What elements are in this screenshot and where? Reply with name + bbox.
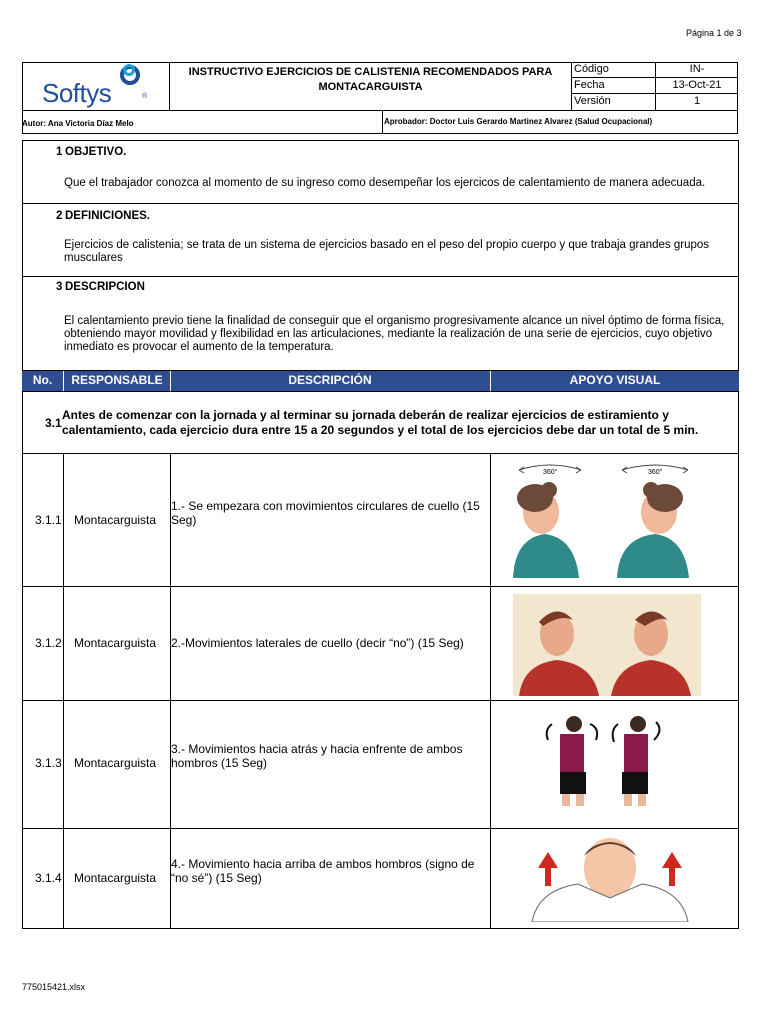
logo-text: Softys [42,78,112,108]
section-1-number: 1 [56,146,63,158]
section-2-text: Ejercicios de calistenia; se trata de un sistema de ejercicios basado en el peso del propio cuerpo y que trabaja grandes grupos musculares [64,239,710,264]
row-2-number: 3.1.2 [35,636,62,650]
shoulder-rolls-illustration [540,710,680,810]
row-4-descripcion: 4.- Movimiento hacia arriba de ambos hombros (signo de “no sé”) (15 Seg) [171,857,475,885]
fecha-label: Fecha [574,79,605,91]
meta-fecha [572,78,738,94]
section-1-title: OBJETIVO. [65,146,127,158]
shoulder-shrug-illustration [518,834,702,922]
codigo-label: Código [574,63,609,75]
row-3-descripcion: 3.- Movimientos hacia atrás y hacia enfrente de ambos hombros (15 Seg) [171,742,463,770]
section-3-text: El calentamiento previo tiene la finalidad de conseguir que el organismo progresivamente alcance un nivel óptimo de forma física, obteniendo mayor movilidad y flexibilidad en las articulaciones, mediante la realización de una serie de ejercicios, cuyo objetivo inmediato es provocar el aumento de la temperatura. [64,315,725,353]
row-1-responsable: Montacarguista [74,513,157,527]
meta-version [572,94,738,110]
rotation-label-2: 360° [648,469,663,476]
table-header [22,370,739,391]
col-apoyo: APOYO VISUAL [569,373,661,387]
codigo-value: IN- [655,62,738,77]
version-label: Versión [574,95,611,107]
neck-circles-illustration [505,460,715,582]
footer-filename: 775015421.xlsx [22,982,86,992]
neck-lateral-illustration [513,594,701,696]
section-3-title: DESCRIPCION [65,281,145,293]
rotation-label-1: 360° [543,469,558,476]
page-number: Página 1 de 3 [686,28,742,38]
section-2-title: DEFINICIONES. [65,210,150,222]
col-descripcion: DESCRIPCIÓN [288,373,372,387]
row-2-descripcion: 2.-Movimientos laterales de cuello (decir “no”) (15 Seg) [171,636,464,650]
company-logo [22,62,170,110]
meta-codigo [572,62,738,78]
col-no: No. [32,373,53,387]
section-1-text: Que el trabajador conozca al momento de su ingreso como desempeñar los ejercicos de calentamiento de manera adecuada. [64,177,706,189]
row-4-responsable: Montacarguista [74,871,157,885]
row-4-number: 3.1.4 [35,871,62,885]
version-value: 1 [655,94,738,110]
logo-ring-inner-icon [123,64,135,76]
fecha-value: 13-Oct-21 [655,78,738,93]
section-2-number: 2 [56,210,63,222]
approver: Aprobador: Doctor Luis Gerardo Martinez Alvarez (Salud Ocupacional) [384,117,653,126]
row-2-responsable: Montacarguista [74,636,157,650]
logo-trademark: ® [142,93,148,100]
section-3-number: 3 [56,281,63,293]
col-responsable: RESPONSABLE [71,373,163,387]
authors-row [22,110,738,134]
row-1-number: 3.1.1 [35,513,62,527]
row-3-number: 3.1.3 [35,756,62,770]
intro-text: Antes de comenzar con la jornada y al terminar su jornada deberán de realizar ejercicios de estiramiento y calentamiento, cada ejercicio dura entre 15 a 20 segundos y el total de los ejercicios debe dar un total de 5 min. [62,408,699,437]
document-title: INSTRUCTIVO EJERCICIOS DE CALISTENIA RECOMENDADOS PARA MONTACARGUISTA [170,62,572,110]
row-3-responsable: Montacarguista [74,756,157,770]
author: Autor: Ana Victoria Díaz Melo [22,119,134,128]
row-1-descripcion: 1.- Se empezara con movimientos circulares de cuello (15 Seg) [171,499,480,527]
intro-number: 3.1 [45,416,62,430]
